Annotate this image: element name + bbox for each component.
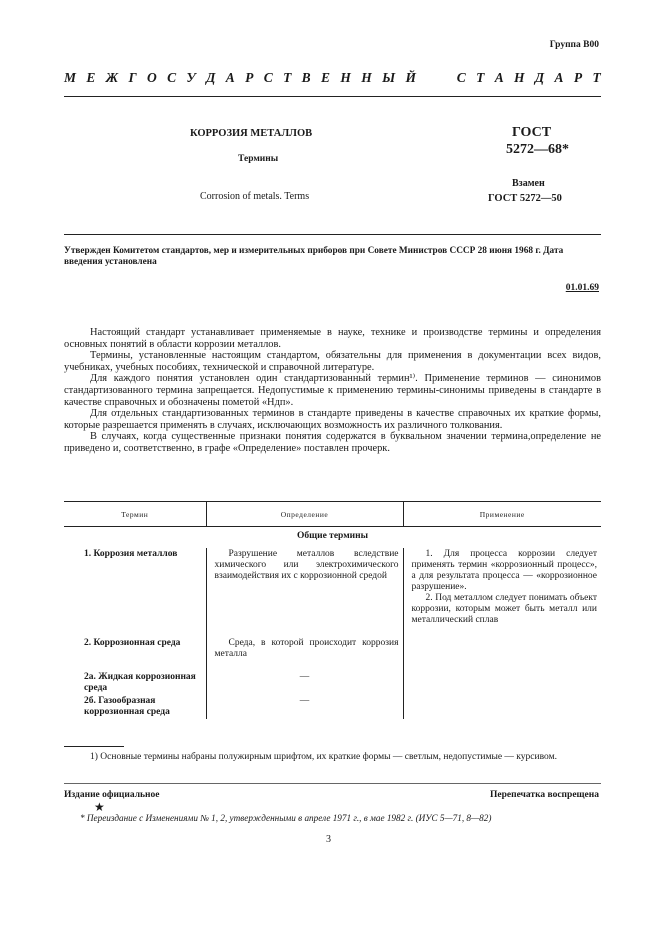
interstate-standard-banner: М Е Ж Г О С У Д А Р С Т В Е Н Н Ы Й С Т А Н Д А Р Т [64, 70, 601, 85]
approval-statement: Утвержден Комитетом стандартов, мер и измерительных приборов при Совете Министров СССР 28 июня 1968 г. Дата введения установлена [64, 246, 564, 267]
star-icon: ★ [94, 800, 105, 814]
footnote-rule [64, 746, 124, 747]
definition-cell: — [206, 671, 403, 695]
official-edition-label: Издание официальное [64, 790, 160, 800]
term-cell: 1. Коррозия металлов [84, 549, 178, 559]
section-title: Общие термины [296, 531, 369, 541]
footnote: 1) Основные термины набраны полужирным шрифтом, их краткие формы — светлым, недопустимые — курсивом. [90, 752, 557, 762]
column-header-application: Применение [403, 502, 601, 527]
intro-paragraph: Термины, установленные настоящим стандартом, обязательны для применения в документации всех видов, учебниках, учебных пособиях, технической и справочной литературе. [64, 350, 601, 373]
table-row [64, 695, 601, 719]
header-rule [64, 96, 601, 97]
gost-number: ГОСТ 5272—68* [506, 125, 569, 157]
column-header-term: Термин [64, 502, 206, 527]
intro-paragraph: В случаях, когда существенные признаки понятия содержатся в буквальном значении термина,определение не приведено и, соответственно, в графе «Определение» поставлен прочерк. [64, 431, 601, 454]
group-code: Группа В00 [549, 40, 599, 50]
definition-cell: Разрушение металлов вследствие химического или электрохимического взаимодействия их с коррозионной средой [206, 548, 403, 627]
intro-paragraph: Настоящий стандарт устанавливает применяемые в науке, технике и производстве термины и определения основных понятий в области коррозии металлов. [64, 327, 601, 350]
term-cell: 2а. Жидкая коррозионная среда [84, 672, 196, 693]
document-subtitle: Термины [238, 154, 279, 164]
terms-table [64, 501, 601, 719]
term-cell: 2. Коррозионная среда [84, 638, 181, 648]
introduction-date: 01.01.69 [565, 283, 599, 293]
intro-paragraph: Для каждого понятия установлен один стандартизованный термин¹⁾. Применение терминов — синонимов стандартизованного термина запрещается. Недопустимые к применению термины-синонимы приведены в стандарте в качестве справочных и обозначены пометой «Ндп». [64, 373, 601, 408]
table-row [64, 637, 601, 661]
title-rule [64, 234, 601, 235]
column-header-definition: Определение [206, 502, 403, 527]
introduction-text [64, 327, 601, 455]
english-title: Corrosion of metals. Terms [200, 191, 310, 202]
definition-cell: Среда, в которой происходит коррозия металла [206, 637, 403, 661]
table-row [64, 671, 601, 695]
intro-paragraph: Для отдельных стандартизованных терминов в стандарте приведены в качестве справочных их краткие формы, которые разрешается применять в случаях, исключающих возможность их различного толкования. [64, 408, 601, 431]
reissue-note: * Переиздание с Изменениями № 1, 2, утвержденными в апреле 1971 г., в мае 1982 г. (ИУС 5—71, 8—82) [80, 813, 492, 823]
definition-cell: — [206, 695, 403, 719]
application-cell: 1. Для процесса коррозии следует применять термин «коррозионный процесс», а для результата процесса — «коррозионное разрушение». 2. Под металлом следует понимать объект коррозии, которым может быть металл или металлический сплав [403, 548, 601, 627]
replaces-label: Взамен [512, 178, 545, 189]
page-number: 3 [326, 834, 331, 845]
term-cell: 2б. Газообразная коррозионная среда [84, 696, 170, 717]
table-row [64, 548, 601, 627]
footer-rule [64, 783, 601, 784]
reprint-prohibited-label: Перепечатка воспрещена [489, 790, 599, 800]
document-title: КОРРОЗИЯ МЕТАЛЛОВ [190, 128, 313, 139]
replaces-value: ГОСТ 5272—50 [488, 193, 562, 204]
